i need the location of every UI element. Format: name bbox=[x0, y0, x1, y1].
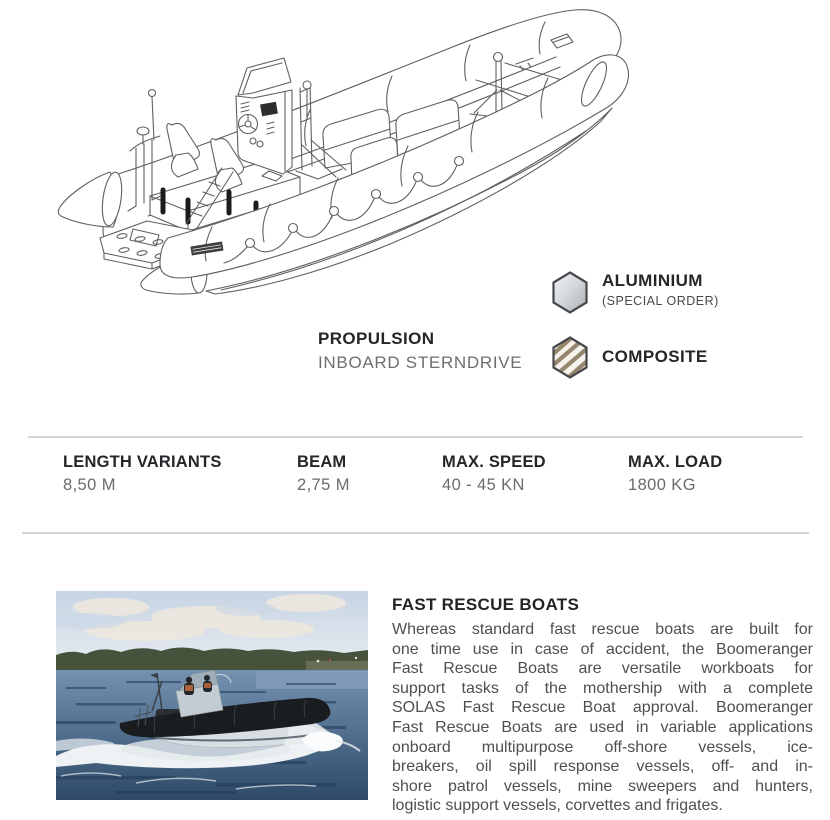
propulsion-label: PROPULSION bbox=[318, 329, 435, 348]
paragraph-line: Fast Rescue Boats are versatile workboats for bbox=[392, 660, 813, 678]
paragraph-line: Fast Rescue Boats are used in variable applications bbox=[392, 718, 813, 736]
spec-label: BEAM bbox=[297, 453, 347, 471]
paragraph-line: Whereas standard fast rescue boats are built for bbox=[392, 621, 813, 638]
spec-label: MAX. SPEED bbox=[442, 453, 546, 471]
paragraph-line: support tasks of the mothership with a complete bbox=[392, 679, 813, 697]
propulsion-value: INBOARD STERNDRIVE bbox=[318, 353, 523, 372]
divider-bottom bbox=[22, 532, 809, 534]
article-paragraph bbox=[392, 620, 813, 816]
material-aluminium bbox=[551, 271, 719, 314]
article-heading: FAST RESCUE BOATS bbox=[392, 595, 580, 614]
composite-hexagon-icon bbox=[551, 336, 589, 379]
material-name: ALUMINIUM bbox=[602, 271, 703, 290]
spec-value: 8,50 M bbox=[63, 476, 116, 494]
specs-row bbox=[63, 453, 811, 495]
article-block bbox=[392, 595, 813, 816]
paragraph-line: SOLAS Fast Rescue Boat approval. Boomeranger bbox=[392, 699, 813, 717]
material-composite bbox=[551, 336, 708, 379]
spec-column bbox=[442, 453, 628, 495]
propulsion-block bbox=[318, 329, 522, 373]
boat-line-drawing-illustration bbox=[0, 0, 660, 310]
spec-column bbox=[628, 453, 811, 495]
spec-column bbox=[297, 453, 442, 495]
material-name: COMPOSITE bbox=[602, 347, 708, 366]
aluminium-hexagon-icon bbox=[551, 271, 589, 314]
spec-value: 40 - 45 KN bbox=[442, 476, 525, 494]
paragraph-line: breakers, oil spill response vessels, off- and in- bbox=[392, 758, 813, 776]
spec-column bbox=[63, 453, 297, 495]
spec-label: MAX. LOAD bbox=[628, 453, 723, 471]
paragraph-line: logistic support vessels, corvettes and frigates. bbox=[392, 797, 723, 815]
spec-value: 1800 KG bbox=[628, 476, 696, 494]
divider-top bbox=[28, 436, 803, 438]
paragraph-line: shore patrol vessels, mine sweepers and hunters, bbox=[392, 777, 813, 795]
material-note: (SPECIAL ORDER) bbox=[602, 294, 719, 308]
spec-label: LENGTH VARIANTS bbox=[63, 453, 222, 471]
paragraph-line: one time use in case of accident, the Boomeranger bbox=[392, 640, 813, 658]
spec-value: 2,75 M bbox=[297, 476, 350, 494]
paragraph-line: onboard multipurpose off-shore vessels, ice- bbox=[392, 738, 813, 756]
boat-photo bbox=[56, 591, 368, 800]
